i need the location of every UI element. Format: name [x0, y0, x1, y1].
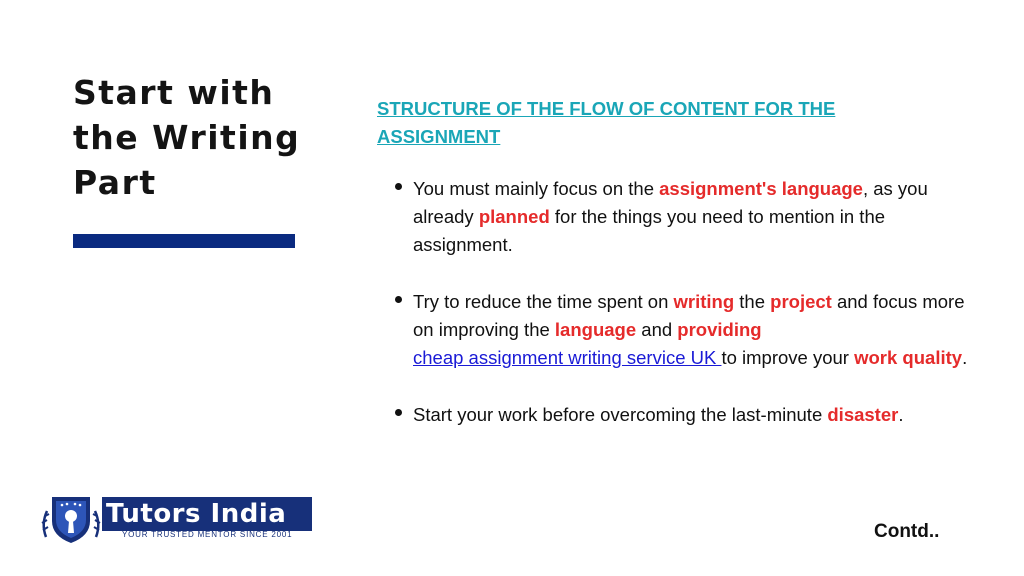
title-accent-bar: [73, 234, 295, 248]
bullet-text: and focus more on improving the: [413, 291, 965, 340]
bullet-text: the: [734, 291, 771, 312]
continued-label: Contd..: [874, 521, 940, 542]
section-heading-line-2: ASSIGNMENT: [377, 126, 501, 147]
highlight-text: work quality: [854, 347, 963, 368]
bullet-text: .: [898, 404, 904, 425]
highlight-text: writing: [673, 291, 735, 312]
highlight-text: planned: [478, 206, 550, 227]
section-heading: [377, 95, 937, 151]
bullet-dot-icon: [395, 409, 402, 416]
bullet-text: Start your work before overcoming the last-minute: [413, 404, 828, 425]
slide-title-line-1: Start with: [73, 73, 275, 112]
highlight-text: providing: [677, 319, 762, 340]
slide-title-line-2: the Writing: [73, 118, 301, 157]
bullet-list: [395, 175, 995, 429]
slide-title-line-3: Part: [73, 163, 157, 202]
bullet-text: Try to reduce the time spent on: [413, 291, 674, 312]
bullet-item-2: [395, 288, 988, 372]
bullet-item-3: [395, 401, 1013, 429]
bullet-text: to improve your: [721, 347, 855, 368]
bullet-text: , as you already: [413, 178, 928, 227]
service-link[interactable]: cheap assignment writing service UK: [413, 347, 722, 368]
bullet-text: .: [962, 347, 968, 368]
bullet-dot-icon: [395, 296, 402, 303]
tutors-india-logo: [38, 491, 293, 547]
section-heading-line-1: STRUCTURE OF THE FLOW OF CONTENT FOR THE: [377, 98, 836, 119]
highlight-text: language: [554, 319, 637, 340]
bullet-dot-icon: [395, 183, 402, 190]
slide-title: [73, 70, 313, 205]
highlight-text: project: [770, 291, 832, 312]
bullet-text: and: [636, 319, 678, 340]
bullet-item-1: [395, 175, 988, 259]
logo-tagline: YOUR TRUSTED MENTOR SINCE 2001: [122, 530, 293, 539]
bullet-text: You must mainly focus on the: [413, 178, 660, 199]
logo-name: Tutors India: [106, 499, 287, 529]
bullet-text: for the things you need to mention in the assignment.: [413, 206, 886, 255]
highlight-text: disaster: [827, 404, 899, 425]
highlight-text: assignment's language: [659, 178, 863, 199]
shield-emblem-icon: [38, 491, 104, 547]
